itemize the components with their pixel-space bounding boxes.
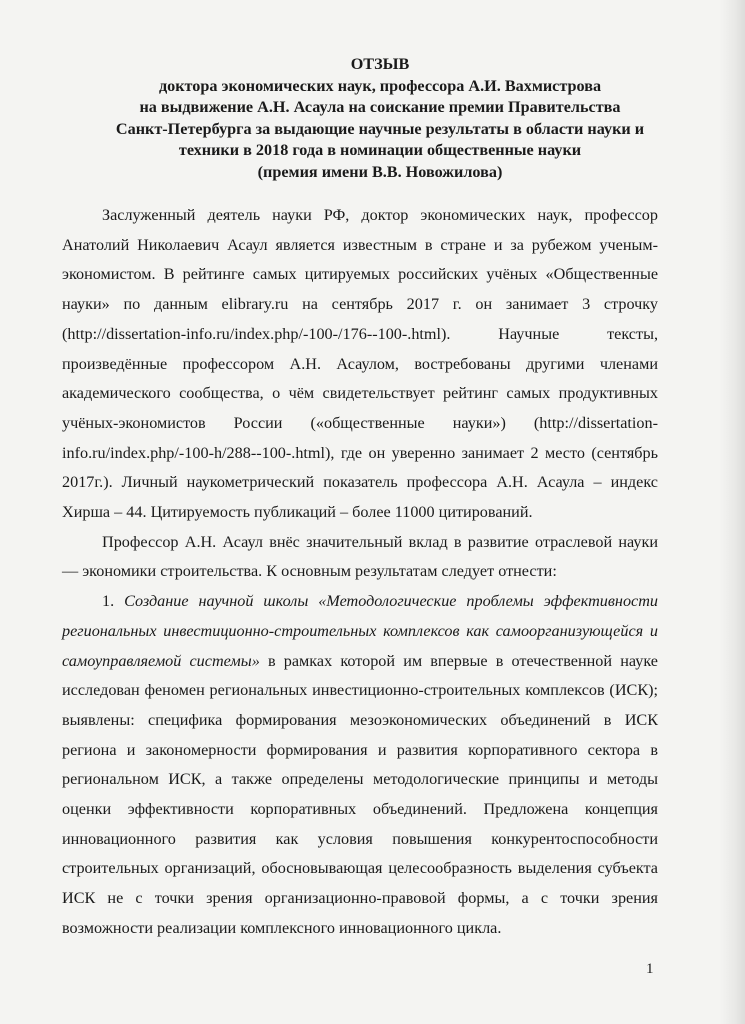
paragraph-result-1 <box>62 587 658 943</box>
paragraph-contribution: Профессор А.Н. Асаул внёс значительный вклад в развитие отраслевой науки — экономики строительства. К основным результатам следует отнести: <box>62 532 658 581</box>
header-line-prize: Санкт-Петербурга за выдающие научные результаты в области науки и <box>115 119 645 138</box>
paragraph-intro: Заслуженный деятель науки РФ, доктор экономических наук, профессор Анатолий Николаевич Асаул является известным в стране и за рубежом ученым-экономистом. В рейтинге самых цитируемых российских учёных «Общественные науки» по данным elibrary.ru на сентябрь 2017 г. он занимает 3 строчку (http://dissertation-info.ru/index.php/-100-/176--100-.html). Научные тексты, произведённые профессором А.Н. Асаулом, востребованы другими членами академического сообщества, о чём свидетельствует рейтинг самых продуктивных учёных-экономистов России («общественные науки») (http://dissertation-info.ru/index.php/-100-h/288--100-.html), где он уверенно занимает 2 место (сентябрь 2017г.). Личный наукометрический показатель профессора А.Н. Асаула – индекс Хирша – 44. Цитируемость публикаций – более 11000 цитирований. <box>62 206 658 522</box>
result-title: Создание научной школы «Методологические проблемы эффективности региональных инвестиционно-строительных комплексов как самоорганизующейся и самоуправляемой системы» <box>62 592 659 670</box>
page-number: 1 <box>646 961 654 977</box>
page-edge-shadow <box>719 0 745 1024</box>
document-header <box>60 54 700 183</box>
header-line-nomination: на выдвижение А.Н. Асаула на соискание премии Правительства <box>139 98 621 116</box>
result-number: 1. <box>102 592 125 611</box>
header-line-category: техники в 2018 года в номинации общественные науки <box>178 141 582 159</box>
header-line-author: доктора экономических наук, профессора А.И. Вахмистрова <box>158 76 602 95</box>
header-line-prize-name: (премия имени В.В. Новожилова) <box>257 162 503 181</box>
result-description: в рамках которой им впервые в отечественной науке исследован феномен региональных инвестиционно-строительных комплексов (ИСК); выявлены: специфика формирования мезоэкономических объединений в ИСК региона и закономерности формирования и развития корпоративного сектора в региональном ИСК, а также определены методологические принципы и методы оценки эффективности корпоративных объединений. Предложена концепция инновационного развития как условия повышения конкурентоспособности строительных организаций, обосновывающая целесообразность выделения субъекта ИСК не с точки зрения организационно-правовой формы, а с точки зрения возможности реализации комплексного инновационного цикла. <box>62 651 658 937</box>
document-title: ОТЗЫВ <box>350 55 410 73</box>
document-body <box>62 201 658 944</box>
